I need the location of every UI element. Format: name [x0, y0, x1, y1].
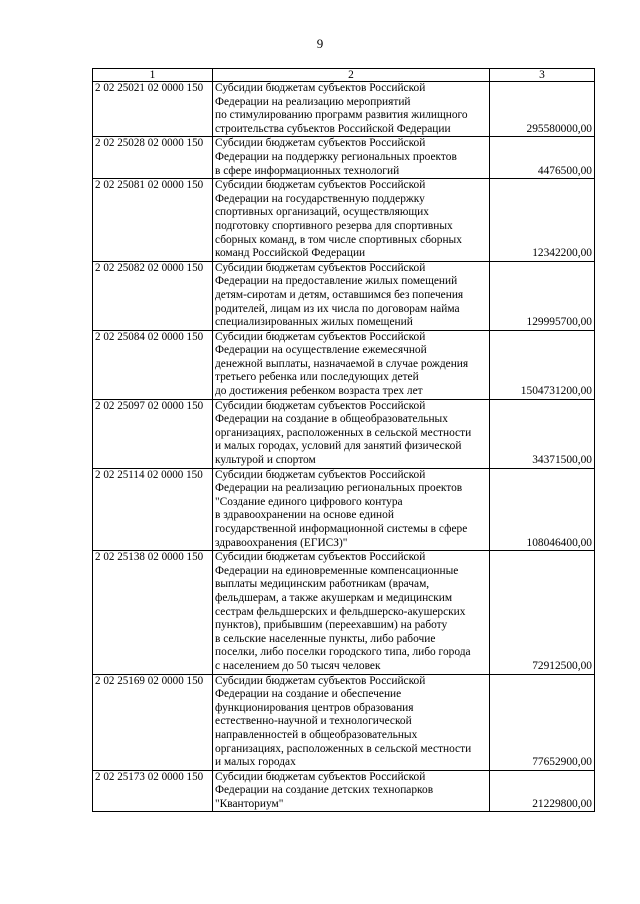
amount-cell: 21229800,00: [490, 770, 595, 812]
description-line: "Кванториум": [215, 797, 284, 810]
table-row: [93, 330, 595, 399]
table-row: [93, 468, 595, 551]
description-line: поселки, либо поселки городского типа, либо города: [215, 646, 471, 659]
description-line: Субсидии бюджетам субъектов Российской: [215, 179, 426, 192]
description-line: Федерации на поддержку региональных проектов: [215, 150, 457, 163]
description-cell: [213, 468, 490, 551]
description-line: сестрам фельдшерских и фельдшерско-акушерских: [215, 605, 466, 618]
description-line: Субсидии бюджетам субъектов Российской: [215, 261, 426, 274]
description-line: Федерации на реализацию региональных проектов: [215, 482, 463, 495]
budget-code-cell: 2 02 25021 02 0000 150: [93, 82, 213, 137]
description-line: в сельские населенные пункты, либо рабочие: [215, 632, 436, 645]
description-line: детям-сиротам и детям, оставшимся без попечения: [215, 288, 464, 301]
description-line: направленностей в общеобразовательных: [215, 728, 418, 741]
description-line: Федерации на осуществление ежемесячной: [215, 344, 427, 357]
budget-code-cell: 2 02 25081 02 0000 150: [93, 179, 213, 262]
amount-cell: 295580000,00: [490, 82, 595, 137]
amount-cell: 72912500,00: [490, 551, 595, 674]
budget-code-cell: 2 02 25028 02 0000 150: [93, 137, 213, 179]
description-line: Федерации на предоставление жилых помещений: [215, 275, 458, 288]
description-cell: [213, 551, 490, 674]
description-line: Субсидии бюджетам субъектов Российской: [215, 770, 426, 783]
description-line: и малых городах, условий для занятий физической: [215, 440, 462, 453]
description-line: Субсидии бюджетам субъектов Российской: [215, 82, 426, 94]
table-row: [93, 674, 595, 770]
description-line: пунктов), прибывшим (переехавшим) на работу: [215, 619, 448, 632]
description-cell: [213, 179, 490, 262]
description-line: здравоохранения (ЕГИСЗ)": [215, 536, 348, 549]
description-line: функционирования центров образования: [215, 701, 414, 714]
budget-code-cell: 2 02 25173 02 0000 150: [93, 770, 213, 812]
description-cell: [213, 261, 490, 330]
budget-code-cell: 2 02 25114 02 0000 150: [93, 468, 213, 551]
description-line: в здравоохранении на основе единой: [215, 509, 394, 522]
table-row: [93, 179, 595, 262]
description-line: Федерации на реализацию мероприятий: [215, 95, 411, 108]
header-cell-3: 3: [490, 69, 595, 82]
budget-code-cell: 2 02 25169 02 0000 150: [93, 674, 213, 770]
description-cell: [213, 330, 490, 399]
description-line: "Создание единого цифрового контура: [215, 495, 403, 508]
budget-table: [92, 68, 595, 812]
amount-cell: 1504731200,00: [490, 330, 595, 399]
table-row: [93, 261, 595, 330]
description-line: фельдшерам, а также акушеркам и медицинским: [215, 591, 453, 604]
description-line: в сфере информационных технологий: [215, 164, 400, 177]
description-line: Субсидии бюджетам субъектов Российской: [215, 137, 426, 150]
description-line: и малых городах: [215, 756, 296, 769]
description-line: специализированных жилых помещений: [215, 316, 413, 329]
header-row: [93, 69, 595, 82]
budget-code-cell: 2 02 25082 02 0000 150: [93, 261, 213, 330]
description-line: Субсидии бюджетам субъектов Российской: [215, 674, 426, 687]
description-line: естественно-научной и технологической: [215, 715, 412, 728]
description-line: Субсидии бюджетам субъектов Российской: [215, 468, 426, 481]
description-line: Федерации на государственную поддержку: [215, 192, 425, 205]
budget-code-cell: 2 02 25084 02 0000 150: [93, 330, 213, 399]
description-line: по стимулированию программ развития жилищного: [215, 109, 468, 122]
amount-cell: 34371500,00: [490, 399, 595, 468]
description-line: команд Российской Федерации: [215, 247, 366, 260]
description-line: родителей, лицам из их числа по договорам найма: [215, 302, 460, 315]
description-line: сборных команд, в том числе спортивных сборных: [215, 233, 462, 246]
description-line: Федерации на создание и обеспечение: [215, 688, 402, 701]
amount-cell: 12342200,00: [490, 179, 595, 262]
description-line: организациях, расположенных в сельской местности: [215, 426, 472, 439]
description-cell: [213, 137, 490, 179]
description-cell: [213, 674, 490, 770]
table-body: [93, 69, 595, 812]
amount-cell: 129995700,00: [490, 261, 595, 330]
budget-code-cell: 2 02 25138 02 0000 150: [93, 551, 213, 674]
description-line: организациях, расположенных в сельской местности: [215, 742, 472, 755]
table-row: [93, 770, 595, 812]
description-line: Субсидии бюджетам субъектов Российской: [215, 551, 426, 564]
description-line: спортивных организаций, осуществляющих: [215, 206, 429, 219]
description-line: государственной информационной системы в сфере: [215, 523, 468, 535]
amount-cell: 77652900,00: [490, 674, 595, 770]
table-row: [93, 551, 595, 674]
table-row: [93, 137, 595, 179]
description-cell: [213, 399, 490, 468]
description-line: Субсидии бюджетам субъектов Российской: [215, 399, 426, 412]
description-line: с населением до 50 тысяч человек: [215, 659, 381, 672]
description-line: выплаты медицинским работникам (врачам,: [215, 578, 430, 591]
description-line: денежной выплаты, назначаемой в случае рождения: [215, 357, 469, 370]
page-number: 9: [316, 36, 324, 51]
description-cell: [213, 770, 490, 812]
amount-cell: 4476500,00: [490, 137, 595, 179]
description-line: до достижения ребенком возраста трех лет: [215, 385, 423, 398]
description-line: Федерации на создание в общеобразовательных: [215, 413, 448, 426]
description-cell: [213, 82, 490, 137]
description-line: культурой и спортом: [215, 454, 316, 467]
description-line: Федерации на единовременные компенсационные: [215, 564, 459, 577]
amount-cell: 108046400,00: [490, 468, 595, 551]
description-line: подготовку спортивного резерва для спортивных: [215, 219, 453, 232]
header-cell-2: 2: [213, 69, 490, 82]
description-line: Федерации на создание детских технопарков: [215, 784, 434, 797]
description-line: третьего ребенка или последующих детей: [215, 371, 419, 384]
header-cell-1: 1: [93, 69, 213, 82]
budget-code-cell: 2 02 25097 02 0000 150: [93, 399, 213, 468]
description-line: Субсидии бюджетам субъектов Российской: [215, 330, 426, 343]
description-line: строительства субъектов Российской Федерации: [215, 122, 451, 135]
table-row: [93, 82, 595, 137]
table-row: [93, 399, 595, 468]
